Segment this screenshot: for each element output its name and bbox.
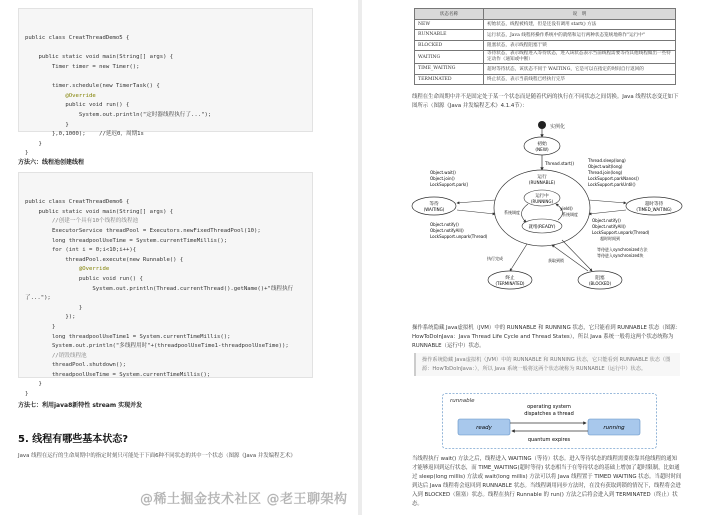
code-line xyxy=(25,44,306,54)
table-row xyxy=(415,19,676,30)
state-name: NEW xyxy=(415,19,484,30)
left-bottom-2: Object.notifyAll() xyxy=(430,228,464,233)
table-header-row xyxy=(415,9,676,20)
left-top-1: Object.wait() xyxy=(430,170,456,175)
right-bottom-3: LockSupport.unpark(Thread) xyxy=(592,230,650,235)
state-runnable-en: (RUNNABLE) xyxy=(528,180,556,185)
code-line: //销毁线程池 xyxy=(25,352,87,359)
state-name: WAITING xyxy=(415,51,484,64)
left-bottom-3: LockSupport.unpark(Thread) xyxy=(430,234,488,239)
state-runnable-cn: 运行 xyxy=(537,175,547,180)
thread-states-table xyxy=(414,8,676,85)
running-label: running xyxy=(603,425,625,431)
top-label-1: operating system xyxy=(527,404,571,410)
code-line: } xyxy=(25,304,83,311)
code-line: @Override xyxy=(25,266,110,273)
runnable-diagram xyxy=(442,393,657,449)
code-line: long threadpoolUseTime = System.currentTimeMillis(); xyxy=(25,237,228,244)
watermark: @稀土掘金技术社区 @老王聊架构 xyxy=(140,492,348,507)
code-block-timer xyxy=(18,8,313,157)
table-row xyxy=(415,40,676,51)
state-running-en: (RUNNING) xyxy=(530,199,554,204)
code-lines-threadpool xyxy=(25,198,306,399)
table-row xyxy=(415,64,676,75)
ready-label: ready xyxy=(476,425,492,431)
right-top-5: LockSupport.parkUntil() xyxy=(588,182,636,187)
state-desc: 阻塞状态，表示线程阻塞于锁 xyxy=(484,40,676,51)
state-desc: 初始状态，线程被构建，但是还没有调用 start() 方法 xyxy=(484,19,676,30)
sync-block-label: 等待进入synchronized块 xyxy=(597,253,644,258)
state-running-cn: 运行中 xyxy=(535,194,549,199)
right-bottom-1: Object.notify() xyxy=(592,218,621,223)
state-name: TERMINATED xyxy=(415,74,484,85)
state-name: BLOCKED xyxy=(415,40,484,51)
yield-label: yield() xyxy=(560,206,573,211)
state-waiting-en: (WAITING) xyxy=(423,207,445,212)
code-line: @Override xyxy=(25,92,96,99)
right-bottom-2: Object.notifyAll() xyxy=(592,224,626,229)
state-terminated-cn: 终止 xyxy=(505,276,515,281)
code-line: } xyxy=(25,323,56,330)
code-line: } xyxy=(25,150,29,157)
top-label-2: dispatches a thread xyxy=(524,411,574,417)
section-paragraph: Java 线程在运行的生命周期中的指定时刻只可能处于下面6种不同状态的其中一个状态（图源《Java 并发编程艺术》 xyxy=(18,453,296,459)
state-new-cn: 初始 xyxy=(537,142,547,147)
state-timed-waiting-cn: 超时等待 xyxy=(644,202,664,207)
code-lines-timer xyxy=(25,34,306,159)
code-line xyxy=(25,73,306,83)
table-row xyxy=(415,30,676,41)
code-line: },0,1000); //延迟0，周期1s xyxy=(25,131,144,138)
state-blocked-cn: 阻塞 xyxy=(595,276,605,281)
code-line: for (int i = 0;i<10;i++){ xyxy=(25,247,137,254)
code-line: public class CreatThreadDemo5 { xyxy=(25,35,130,42)
code-line: } xyxy=(25,121,69,128)
paragraph-state-transitions: 线程在生命周期中并不是固定处于某一个状态而是随着代码的执行在不同状态之间切换。Java 线程状态变迁如下图所示（图源《Java 并发编程艺术》4.1.4节）： xyxy=(412,94,679,109)
runnable-title: runnable xyxy=(450,398,475,404)
bottom-label: quantum expires xyxy=(527,437,571,443)
state-name: RUNNABLE xyxy=(415,30,484,41)
code-line: public class CreatThreadDemo6 { xyxy=(25,199,130,206)
left-top-3: LockSupport.park() xyxy=(430,182,469,187)
code-line: } xyxy=(25,381,42,388)
code-block-threadpool xyxy=(18,172,313,398)
code-line: public static void main(String[] args) { xyxy=(25,54,174,61)
code-line: System.out.println(Thread.currentThread().getName()+"线程执行 xyxy=(25,285,294,292)
state-terminated-en: (TERMINATED) xyxy=(495,281,525,286)
state-desc: 超时等待状态，该状态不同于 WAITING，它是可以在指定的时间自行返回的 xyxy=(484,64,676,75)
paragraph-waiting-states: 当线程执行 wait() 方法之后，线程进入 WAITING（等待）状态。进入等待状态的线程需要依靠其他线程的通知才能够返回到运行状态，而 TIME_WAITING(超时等待) 状态相当于在等待状态的基础上增加了超时限制，比如通过 sleep(long millis) 方法或 wait(long millis) 方法可以将 Java 线程置于 TIMED WAITING 状态。当超时时间到达后 Java 线程将会返回到 RUNNABLE 状态。当线程调用同步方法时，在没有获取到锁的情况下，线程将会进入到 BLOCKED（阻塞）状态。线程在执行 Runnable 的 run() 方法之后将会进入到 TERMINATED（终止）状态。 xyxy=(412,456,682,507)
code-line: public static void main(String[] args) { xyxy=(25,208,174,215)
right-bottom-4: 超时时间到 xyxy=(600,236,620,241)
state-desc: 运行状态，Java 线程将操作系统中的就绪和运行两种状态笼统地称作"运行中" xyxy=(484,30,676,41)
state-timed-waiting-en: (TIMED_WAITING) xyxy=(636,207,672,212)
sync-wait-label: 等待进入synchronized方法 xyxy=(597,247,648,252)
system-schedule-label-2: 系统调度 xyxy=(562,212,578,217)
state-waiting-cn: 等待 xyxy=(429,202,439,207)
code-line: public void run() { xyxy=(25,102,130,109)
code-line: ExecutorService threadPool = Executors.newFixedThreadPool(10); xyxy=(25,227,261,234)
paragraph-runnable-note: 操作系统隐藏 Java虚拟机（JVM）中的 RUNNABLE 和 RUNNING 状态，它只能看到 RUNNABLE 状态（图源：HowToDoInJava：Java Thread Life Cycle and Thread States），所以 Java 系统一般将这两个状态统称为 RUNNABLE（运行中）状态。 xyxy=(412,325,681,349)
code-line: 了..."); xyxy=(25,295,51,302)
state-name: TIME_WAITING xyxy=(415,64,484,75)
right-top-3: Thread.join(long) xyxy=(588,170,623,175)
state-ready-cn: 就绪(READY) xyxy=(528,225,556,230)
code-line: timer.schedule(new TimerTask() { xyxy=(25,83,160,90)
left-bottom-1: Object.notify() xyxy=(430,222,459,227)
code-line: long threadpoolUseTime1 = System.currentTimeMillis(); xyxy=(25,333,231,340)
right-top-2: Object.wait(long) xyxy=(588,164,623,169)
right-top-1: Thread.sleep(long) xyxy=(588,158,626,163)
right-page xyxy=(362,0,720,515)
system-schedule-label: 系统调度 xyxy=(504,210,520,215)
code-line: threadPool.shutdown(); xyxy=(25,362,127,369)
code-line: threadpoolUseTime = System.currentTimeMillis(); xyxy=(25,371,211,378)
left-page xyxy=(0,0,358,515)
thread-start-label: Thread.start() xyxy=(545,161,574,166)
code-line: System.out.println("定时器线程执行了..."); xyxy=(25,111,212,118)
code-line: } xyxy=(25,140,42,147)
blockquote-runnable: 操作系统隐藏 Java虚拟机（JVM）中的 RUNNABLE 和 RUNNING 状态，它只能看到 RUNNABLE 状态（图源：HowToDoInJava：），所以 Java 系统一般将这两个状态统称为 RUNNABLE（运行中）状态。 xyxy=(414,353,680,376)
method7-heading: 方法七：利用java8新特性 stream 实现并发 xyxy=(18,402,143,409)
state-new-en: (NEW) xyxy=(535,147,549,152)
state-desc: 终止状态，表示当前线程已经执行完毕 xyxy=(484,74,676,85)
instantiate-label: 实例化 xyxy=(550,124,566,130)
table-header-desc: 说 明 xyxy=(484,9,676,20)
right-top-4: LockSupport.parkNanos() xyxy=(588,176,639,181)
state-blocked-en: (BLOCKED) xyxy=(588,281,612,286)
state-desc: 等待状态，表示线程进入等待状态，进入该状态表示当前线程需要等待其他线程做出一些特定动作（通知或中断） xyxy=(484,51,676,64)
section-title: 5. 线程有哪些基本状态? xyxy=(18,434,129,445)
code-line: //创建一个具有10个线程的线程池 xyxy=(25,218,139,225)
code-line: Timer timer = new Timer(); xyxy=(25,63,140,70)
code-line: public void run() { xyxy=(25,275,143,282)
code-line: System.out.println("多线程用时"+(threadpoolUseTime1-threadpoolUseTime)); xyxy=(25,343,289,350)
get-lock-label: 获取到锁 xyxy=(548,258,564,263)
method6-heading: 方法六：线程池创建线程 xyxy=(18,159,85,166)
table-header-state: 状态名称 xyxy=(415,9,484,20)
code-line: } xyxy=(25,391,29,398)
start-node xyxy=(538,121,546,129)
thread-state-diagram xyxy=(392,118,702,318)
exec-done-label: 执行完成 xyxy=(487,256,503,261)
table-row xyxy=(415,51,676,64)
code-line: }); xyxy=(25,314,76,321)
code-line: threadPool.execute(new Runnable() { xyxy=(25,256,184,263)
left-top-2: Object.join() xyxy=(430,176,455,181)
table-row xyxy=(415,74,676,85)
